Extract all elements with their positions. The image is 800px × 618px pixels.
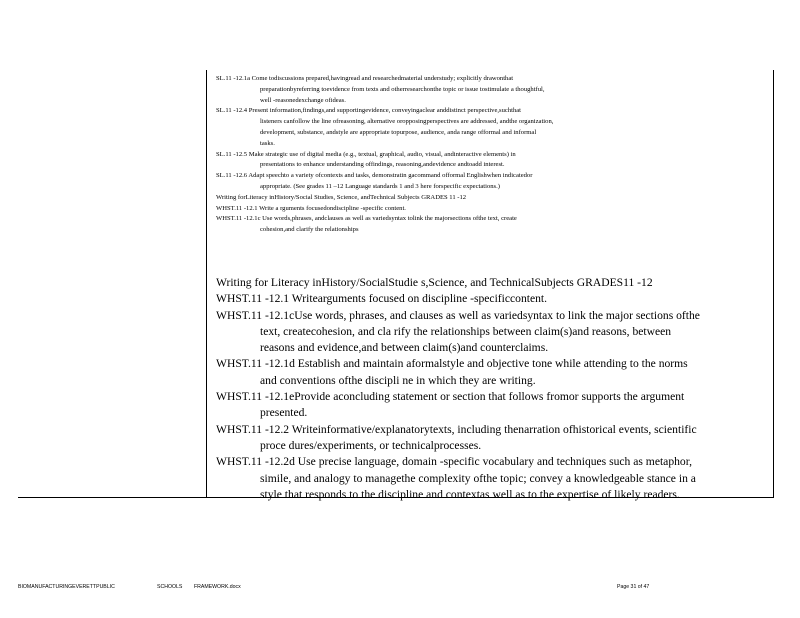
- line: presentations to enhance understanding offindings, reasoning,andevidence andtoadd interest.: [260, 161, 505, 169]
- line: WHST.11 -12.1d Establish and maintain aformalstyle and objective tone while attending to the norms: [216, 357, 688, 371]
- line: WHST.11 -12.1 Writearguments focused on discipline -specificcontent.: [216, 292, 548, 306]
- line: text, createcohesion, and cla rify the relationships between claim(s)and reasons, between: [260, 324, 672, 338]
- standard-sl-12-5: [216, 150, 758, 172]
- line: SL.11 -12.5 Make strategic use of digital media (e.g., textual, graphical, audio, visual, andinteractive elements) in: [216, 150, 516, 158]
- line: tasks.: [260, 139, 275, 147]
- line: Writing forLiteracy inHistory/Social Studies, Science, andTechnical Subjects GRADES 11 -12: [216, 193, 467, 201]
- line: proce dures/experiments, or technicalprocesses.: [260, 438, 482, 452]
- section-heading: [216, 275, 758, 291]
- line: development, substance, andstyle are appropriate topurpose, audience, anda range offormal and informal: [260, 128, 537, 136]
- line: WHST.11 -12.2 Writeinformative/explanatorytexts, including thenarration ofhistorical events, scientific: [216, 422, 697, 436]
- table-right-border: [773, 70, 774, 498]
- standard-sl-12-1a: [216, 74, 758, 106]
- line: Writing for Literacy inHistory/SocialStudie s,Science, and TechnicalSubjects GRADES11 -12: [216, 276, 653, 289]
- line: cohesion,and clarify the relationships: [260, 226, 359, 234]
- line: SL.11 -12.1a Come todiscussions prepared,havingread and researchedmaterial understudy; explicitly drawonthat: [216, 75, 514, 82]
- standard-whst-12-1c: [216, 308, 758, 357]
- line: reasons and evidence,and between claim(s)and counterclaims.: [260, 341, 549, 355]
- section-heading-small: [216, 193, 758, 204]
- standard-whst-12-2d: [216, 454, 758, 503]
- small-standards-block: [216, 74, 758, 236]
- standard-whst-12-1e: [216, 389, 758, 422]
- standard-whst-12-2: [216, 422, 758, 455]
- line: listeners canfollow the line ofreasoning, alternative oropposingperspectives are addressed, andthe organization,: [260, 118, 554, 126]
- standard-sl-12-6: [216, 171, 758, 193]
- line: preparationbyreferring toevidence from texts and otherresearchonthe topic or issue tostimulate a thoughtful,: [260, 85, 545, 93]
- footer-file: FRAMEWORK.docx: [194, 584, 241, 590]
- footer-page-number: Page 31 of 47: [617, 584, 650, 590]
- standard-whst-12-1c-small: [216, 214, 758, 236]
- line: SL.11 -12.4 Present information,findings,and supportingevidence, conveyingaclear anddistinct perspective,suchthat: [216, 107, 522, 115]
- table-left-border: [206, 70, 207, 498]
- standard-whst-12-1d: [216, 356, 758, 389]
- standard-whst-12-1-small: [216, 204, 758, 215]
- line: WHST.11 -12.1cUse words, phrases, and clauses as well as variedsyntax to link the major sections ofthe: [216, 308, 700, 322]
- line: simile, and analogy to managethe complexity ofthe topic; convey a knowledgeable stance in a: [260, 471, 696, 485]
- line: well -reasonedexchange ofideas.: [260, 96, 346, 104]
- line: WHST.11 -12.1 Write a rguments focusedondiscipline -specific content.: [216, 204, 406, 212]
- footer-schools: SCHOOLS: [157, 584, 183, 590]
- line: SL.11 -12.6 Adapt speechto a variety ofcontexts and tasks, demonstratin gacommand offormal Englishwhen indicatedor: [216, 172, 533, 180]
- footer-doc-name: BIOMANUFACTURINGEVERETTPUBLIC: [18, 584, 115, 590]
- line: WHST.11 -12.2d Use precise language, domain -specific vocabulary and techniques such as metaphor,: [216, 455, 693, 469]
- line: WHST.11 -12.1eProvide aconcluding statement or section that follows fromor supports the argument: [216, 390, 685, 404]
- standard-sl-12-4: [216, 106, 758, 149]
- standard-whst-12-1: [216, 291, 758, 307]
- large-standards-block: [216, 275, 758, 503]
- line: presented.: [260, 406, 308, 420]
- line: appropriate. (See grades 11 –12 Language standards 1 and 3 here forspecific expectations.): [260, 182, 500, 190]
- line: WHST.11 -12.1c Use words,phrases, andclauses as well as variedsyntax tolink the majorsections ofthe text, create: [216, 215, 517, 223]
- line: and conventions ofthe discipli ne in which they are writing.: [260, 373, 536, 387]
- line: style that responds to the discipline and contextas well as to the expertise of likely readers.: [260, 487, 680, 501]
